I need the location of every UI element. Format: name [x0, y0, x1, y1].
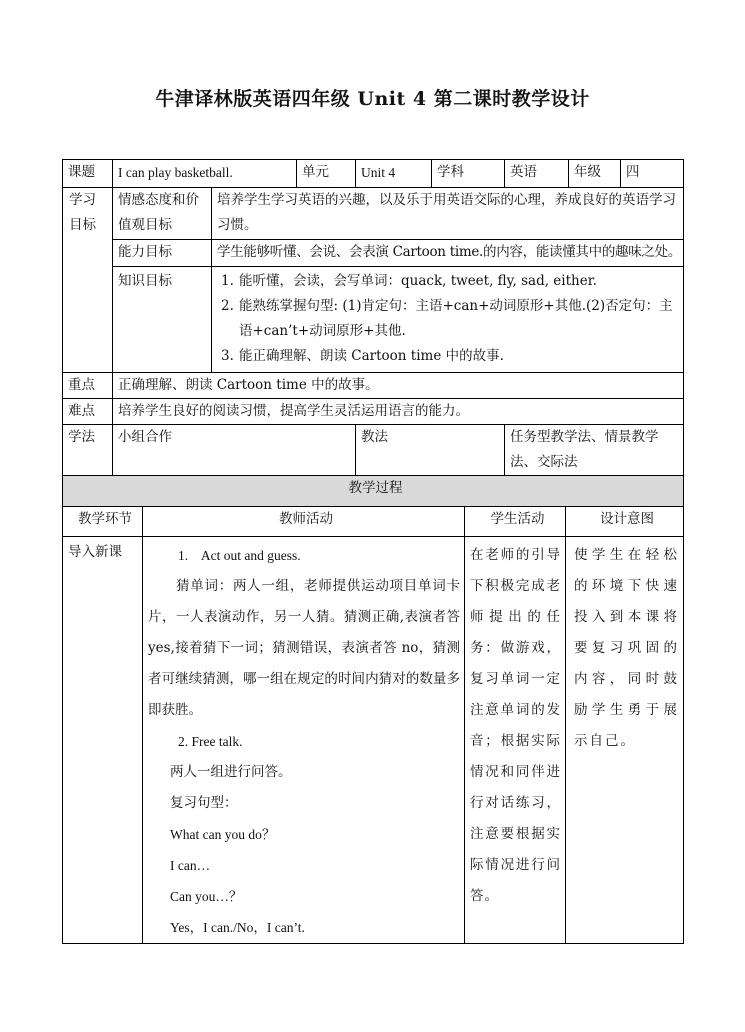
student-activity: 在老师的引导下积极完成老师提出的任务：做游戏，复习单词一定注意单词的发音；根据实际情况和同伴进行对话练习，注意要根据实际情况进行问答。	[465, 537, 566, 944]
column-header-design: 设计意图	[566, 507, 684, 537]
attitude-goal-text: 培养学生学习英语的兴趣，以及乐于用英语交际的心理，养成良好的英语学习习惯。	[212, 188, 684, 240]
sentence-pattern-a2: Yes，I can./No，I can’t.	[170, 920, 305, 935]
study-method-label: 学法	[63, 425, 113, 476]
goals-label: 学习目标	[63, 188, 113, 373]
unit-value: Unit 4	[356, 160, 432, 188]
ability-goal-text: 学生能够听懂、会说、会表演 Cartoon time.的内容，能读懂其中的趣味之处。	[212, 240, 684, 267]
ability-goal-label: 能力目标	[113, 240, 212, 267]
column-header-stage: 教学环节	[63, 507, 143, 537]
sentence-pattern-q2: Can you…？	[170, 889, 243, 904]
difficulty-label: 难点	[63, 399, 113, 425]
topic-label: 课题	[63, 160, 113, 188]
subject-label: 学科	[432, 160, 505, 188]
knowledge-item: 1. 能听懂，会读，会写单词：quack, tweet, fly, sad, either.	[221, 273, 597, 289]
difficulty-text: 培养学生良好的阅读习惯，提高学生灵活运用语言的能力。	[113, 399, 684, 425]
sentence-pattern-q1: What can you do？	[170, 827, 276, 842]
teach-method-label: 教法	[356, 425, 505, 476]
grade-value: 四	[621, 160, 684, 188]
knowledge-goal-list	[212, 267, 684, 373]
knowledge-item: 3. 能正确理解、朗读 Cartoon time 中的故事.	[221, 348, 504, 364]
unit-label: 单元	[297, 160, 356, 188]
stage-cell: 导入新课	[63, 537, 143, 944]
subject-value: 英语	[505, 160, 569, 188]
column-header-teacher: 教师活动	[143, 507, 465, 537]
sentence-pattern-a1: I can…	[170, 858, 211, 873]
design-intent: 使学生在轻松的环境下快速投入到本课将要复习巩固的内容，同时鼓励学生勇于展示自己。	[566, 537, 684, 944]
grade-label: 年级	[569, 160, 621, 188]
teacher-item-1: 1. Act out and guess.	[178, 548, 301, 563]
process-header: 教学过程	[63, 476, 684, 507]
column-header-student: 学生活动	[465, 507, 566, 537]
attitude-goal-label: 情感态度和价值观目标	[113, 188, 212, 240]
teacher-item-2-line-2: 复习句型：	[170, 795, 238, 811]
topic-value: I can play basketball.	[113, 160, 297, 188]
teacher-item-2-line-1: 两人一组进行问答。	[170, 764, 292, 780]
process-table	[62, 475, 684, 944]
key-point-text: 正确理解、朗读 Cartoon time 中的故事。	[113, 373, 684, 399]
study-method-value: 小组合作	[113, 425, 356, 476]
info-table	[62, 159, 684, 476]
teacher-item-2: 2. Free talk.	[178, 734, 243, 749]
key-point-label: 重点	[63, 373, 113, 399]
document-title: 牛津译林版英语四年级 Unit 4 第二课时教学设计	[155, 88, 590, 110]
teacher-item-1-text: 猜单词：两人一组，老师提供运动项目单词卡片，一人表演动作，另一人猜。猜测正确,表演者答 yes,接着猜下一词；猜测错误，表演者答 no，猜测者可继续猜测，哪一组在规定的时间内猜对的数量多即获胜。	[148, 578, 460, 718]
knowledge-goal-label: 知识目标	[113, 267, 212, 373]
teacher-activity	[143, 537, 465, 944]
knowledge-item: 2. 能熟练掌握句型: (1)肯定句：主语+can+动词原形+其他.(2)否定句：主语+can’t+动词原形+其他.	[221, 298, 673, 339]
teach-method-value: 任务型教学法、情景教学法、交际法	[505, 425, 684, 476]
